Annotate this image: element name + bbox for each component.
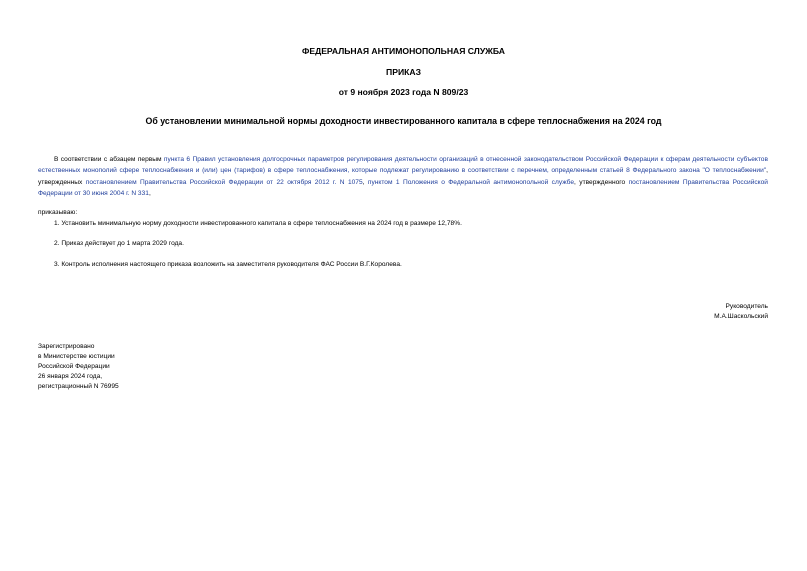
order-item-3: 3. Контроль исполнения настоящего приказа возложить на заместителя руководителя ФАС России В.Г.Королева. bbox=[54, 261, 402, 268]
signatory-position: Руководитель bbox=[725, 303, 768, 310]
document-title: Об установлении минимальной нормы доходности инвестированного капитала в сфере теплоснабжения на 2024 год bbox=[145, 116, 662, 126]
registration-line-5: регистрационный N 76995 bbox=[38, 383, 119, 390]
order-item-1: 1. Установить минимальную норму доходности инвестированного капитала в сфере теплоснабжения на 2024 год в размере 12,78%. bbox=[54, 220, 462, 227]
link-rules-clause-6[interactable]: пункта 6 Правил установления долгосрочных параметров регулирования деятельности организаций в отнесенной законодательством Российской Федерации к сферам деятельности субъектов естественных монополий сфере теплоснабжения и (или) цен (тарифов) в сфере теплоснабжения, которые подлежат регулированию в соответствии с перечнем, определенным статьей 8 Федерального закона "О теплоснабжении" bbox=[38, 156, 768, 175]
ordered-label: приказываю: bbox=[38, 209, 78, 216]
preamble-paragraph bbox=[38, 154, 768, 199]
registration-line-2: в Министерстве юстиции bbox=[38, 353, 115, 360]
preamble-text-3: , bbox=[362, 178, 368, 186]
preamble-text-2: , утвержденных bbox=[38, 167, 768, 186]
preamble-text-5: , bbox=[148, 189, 151, 197]
link-resolution-331[interactable]: постановлением Правительства Российской Федерации от 30 июня 2004 г. N 331 bbox=[38, 178, 768, 197]
signatory-name: М.А.Шаскольский bbox=[714, 313, 768, 320]
agency-name: ФЕДЕРАЛЬНАЯ АНТИМОНОПОЛЬНАЯ СЛУЖБА bbox=[302, 46, 505, 56]
document-date-number: от 9 ноября 2023 года N 809/23 bbox=[338, 87, 469, 97]
registration-line-1: Зарегистрировано bbox=[38, 343, 95, 350]
document-type: ПРИКАЗ bbox=[386, 67, 421, 77]
link-resolution-1075[interactable]: постановлением Правительства Российской Федерации от 22 октября 2012 г. N 1075 bbox=[85, 178, 363, 186]
preamble-text-4: , утвержденного bbox=[574, 178, 629, 186]
order-item-2: 2. Приказ действует до 1 марта 2029 года. bbox=[54, 240, 184, 247]
registration-line-3: Российской Федерации bbox=[38, 363, 110, 370]
link-fas-regulation-clause-1[interactable]: пунктом 1 Положения о Федеральной антимонопольной службе bbox=[367, 178, 575, 186]
registration-line-4: 26 января 2024 года, bbox=[38, 373, 103, 380]
preamble-text-1: В соответствии с абзацем первым bbox=[54, 156, 164, 163]
